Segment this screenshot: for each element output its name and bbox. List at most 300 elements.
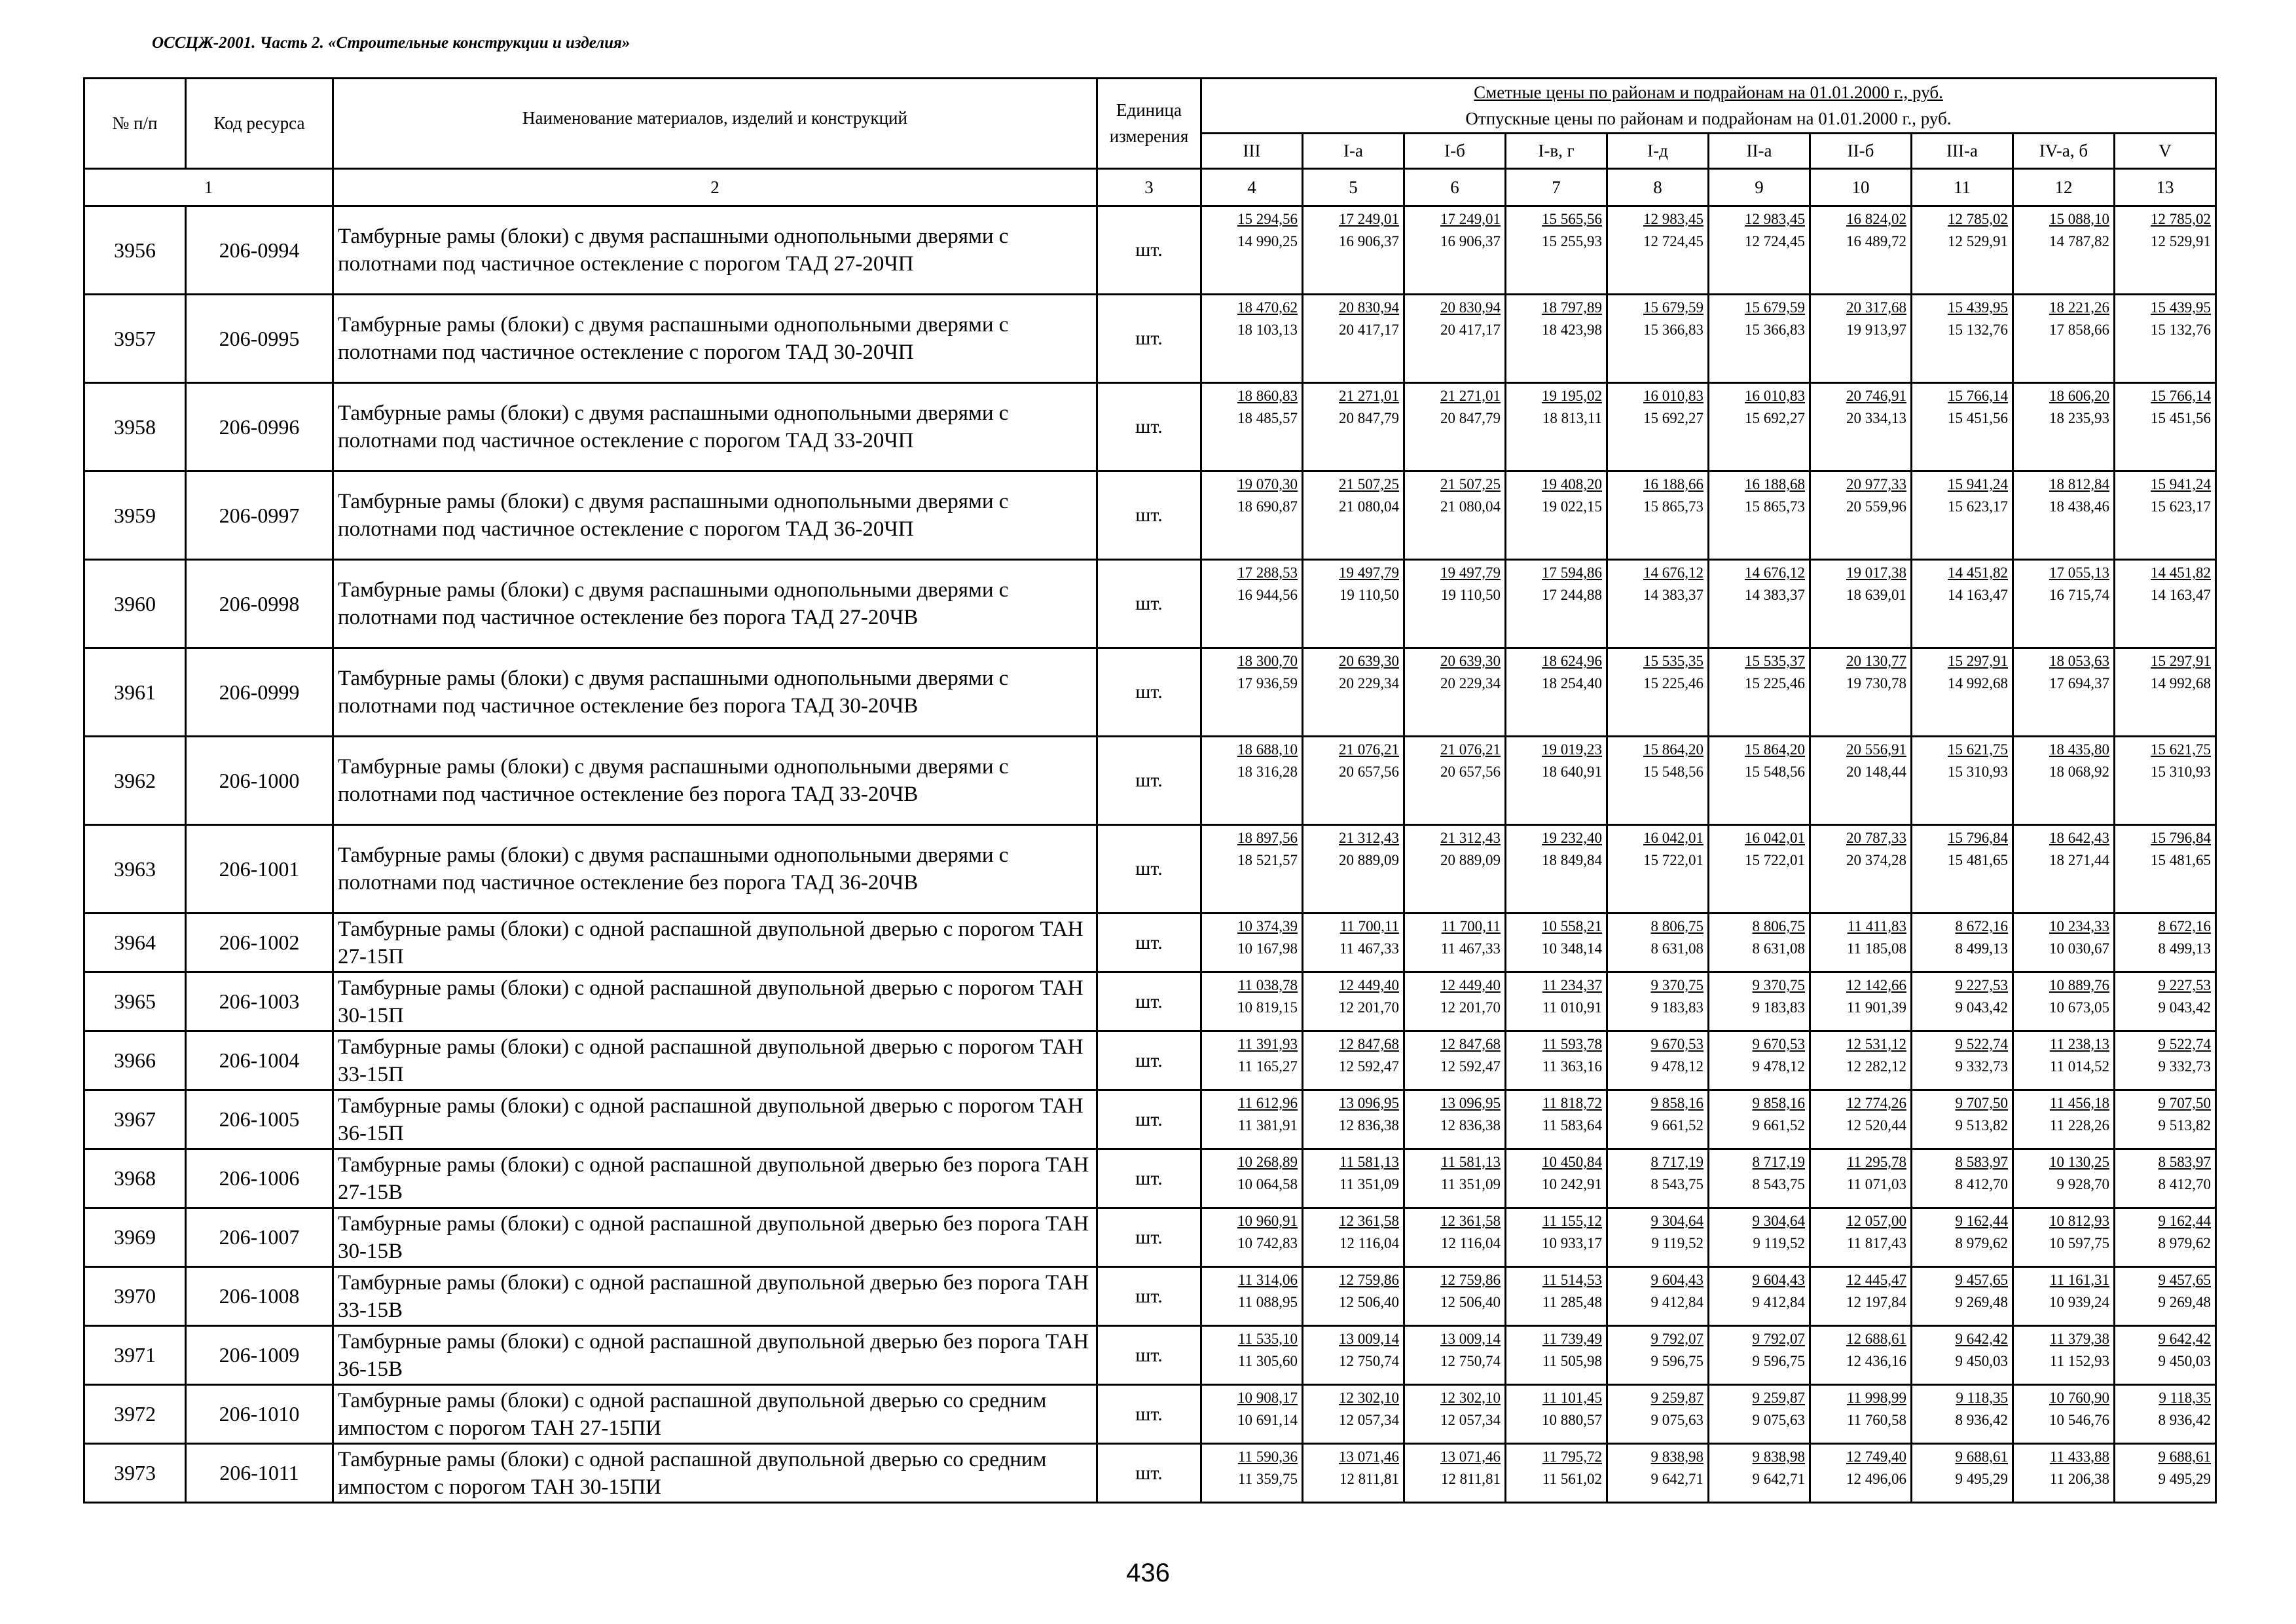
material-name: Тамбурные рамы (блоки) с одной распашной двупольной дверью с порогом ТАН 33-15П bbox=[333, 1031, 1097, 1090]
price-cell bbox=[1912, 1385, 2013, 1444]
sale-price: 15 548,56 bbox=[1643, 764, 1704, 780]
row-number: 3957 bbox=[84, 295, 186, 383]
column-number: 8 bbox=[1607, 169, 1709, 206]
estimate-price: 11 433,88 bbox=[2049, 1449, 2109, 1465]
price-cell bbox=[1912, 1267, 2013, 1326]
estimate-price: 10 374,39 bbox=[1237, 918, 1298, 934]
sale-price: 19 022,15 bbox=[1542, 498, 1602, 515]
sale-price: 11 561,02 bbox=[1542, 1471, 1602, 1487]
sale-price: 11 351,09 bbox=[1440, 1176, 1501, 1192]
estimate-price: 9 707,50 bbox=[2158, 1095, 2211, 1111]
estimate-price: 19 497,79 bbox=[1440, 564, 1501, 581]
estimate-price: 9 707,50 bbox=[1955, 1095, 2008, 1111]
price-cell bbox=[1607, 471, 1709, 560]
price-cell bbox=[1506, 206, 1607, 295]
price-cell bbox=[1201, 1031, 1303, 1090]
estimate-price: 9 642,42 bbox=[1955, 1331, 2008, 1347]
estimate-price: 15 679,59 bbox=[1643, 299, 1704, 316]
unit: шт. bbox=[1097, 560, 1201, 648]
header-region: I-б bbox=[1404, 134, 1506, 169]
price-cell bbox=[1810, 295, 1912, 383]
estimate-price: 18 053,63 bbox=[2049, 653, 2109, 669]
sale-price: 14 992,68 bbox=[2151, 675, 2211, 692]
price-cell bbox=[2013, 1326, 2115, 1385]
price-cell bbox=[1810, 383, 1912, 471]
price-cell bbox=[2115, 1267, 2216, 1326]
price-cell bbox=[1404, 471, 1506, 560]
price-cell bbox=[1912, 737, 2013, 825]
sale-price: 12 750,74 bbox=[1440, 1353, 1501, 1369]
resource-code: 206-1004 bbox=[186, 1031, 333, 1090]
price-cell bbox=[1303, 913, 1404, 972]
header-material-name: Наименование материалов, изделий и конструкций bbox=[333, 79, 1097, 169]
sale-price: 10 673,05 bbox=[2049, 999, 2109, 1016]
estimate-price: 15 297,91 bbox=[2151, 653, 2211, 669]
price-cell bbox=[1709, 383, 1810, 471]
price-cell bbox=[1709, 1149, 1810, 1208]
unit: шт. bbox=[1097, 206, 1201, 295]
price-cell bbox=[2013, 471, 2115, 560]
sale-price: 18 640,91 bbox=[1542, 764, 1602, 780]
sale-price: 18 316,28 bbox=[1237, 764, 1298, 780]
row-number: 3956 bbox=[84, 206, 186, 295]
estimate-price: 13 096,95 bbox=[1339, 1095, 1399, 1111]
price-cell bbox=[1201, 560, 1303, 648]
estimate-price: 17 594,86 bbox=[1542, 564, 1602, 581]
price-cell bbox=[1404, 1385, 1506, 1444]
price-cell bbox=[1201, 972, 1303, 1031]
estimate-price: 17 249,01 bbox=[1440, 211, 1501, 227]
estimate-price: 18 300,70 bbox=[1237, 653, 1298, 669]
sale-price: 9 183,83 bbox=[1650, 999, 1704, 1016]
sale-price: 15 481,65 bbox=[1948, 852, 2008, 868]
estimate-price: 11 581,13 bbox=[1339, 1154, 1399, 1170]
estimate-price: 20 746,91 bbox=[1846, 388, 1906, 404]
estimate-price: 11 379,38 bbox=[2049, 1331, 2109, 1347]
price-cell bbox=[1607, 648, 1709, 737]
price-cell bbox=[1607, 560, 1709, 648]
estimate-price: 9 858,16 bbox=[1650, 1095, 1704, 1111]
estimate-price: 9 227,53 bbox=[2158, 977, 2211, 993]
price-cell bbox=[1201, 1208, 1303, 1267]
resource-code: 206-1002 bbox=[186, 913, 333, 972]
price-cell bbox=[2115, 1031, 2216, 1090]
estimate-price: 18 688,10 bbox=[1237, 741, 1298, 758]
price-cell bbox=[1201, 1385, 1303, 1444]
estimate-price: 9 792,07 bbox=[1752, 1331, 1805, 1347]
estimate-price: 12 847,68 bbox=[1440, 1036, 1501, 1052]
sale-price: 9 642,71 bbox=[1650, 1471, 1704, 1487]
sale-price: 15 692,27 bbox=[1643, 410, 1704, 426]
estimate-price: 15 796,84 bbox=[1948, 830, 2008, 846]
header-np: № п/п bbox=[84, 79, 186, 169]
sale-price: 11 152,93 bbox=[2049, 1353, 2109, 1369]
estimate-price: 9 227,53 bbox=[1955, 977, 2008, 993]
price-cell bbox=[1506, 648, 1607, 737]
sale-price: 12 592,47 bbox=[1440, 1058, 1501, 1075]
table-row bbox=[84, 1031, 2216, 1090]
estimate-price: 10 960,91 bbox=[1237, 1213, 1298, 1229]
material-name: Тамбурные рамы (блоки) с двумя распашными однопольными дверями с полотнами под частичное остекление с порогом ТАД 30-20ЧП bbox=[333, 295, 1097, 383]
estimate-price: 16 042,01 bbox=[1643, 830, 1704, 846]
column-number: 12 bbox=[2013, 169, 2115, 206]
sale-price: 15 451,56 bbox=[1948, 410, 2008, 426]
price-cell bbox=[1201, 825, 1303, 913]
price-cell bbox=[1404, 560, 1506, 648]
price-cell bbox=[1709, 972, 1810, 1031]
estimate-price: 10 908,17 bbox=[1237, 1390, 1298, 1406]
estimate-price: 9 858,16 bbox=[1752, 1095, 1805, 1111]
price-cell bbox=[1303, 648, 1404, 737]
price-cell bbox=[2013, 1149, 2115, 1208]
price-cell bbox=[1201, 648, 1303, 737]
estimate-price: 11 038,78 bbox=[1237, 977, 1298, 993]
sale-price: 16 906,37 bbox=[1440, 233, 1501, 249]
estimate-price: 18 860,83 bbox=[1237, 388, 1298, 404]
sale-price: 17 694,37 bbox=[2049, 675, 2109, 692]
unit: шт. bbox=[1097, 383, 1201, 471]
estimate-price: 11 739,49 bbox=[1542, 1331, 1602, 1347]
sale-price: 16 715,74 bbox=[2049, 587, 2109, 603]
table-row bbox=[84, 471, 2216, 560]
price-cell bbox=[1201, 1267, 1303, 1326]
price-cell bbox=[1303, 1149, 1404, 1208]
estimate-price: 11 234,37 bbox=[1542, 977, 1602, 993]
sale-price: 12 496,06 bbox=[1846, 1471, 1906, 1487]
price-cell bbox=[1912, 383, 2013, 471]
estimate-price: 16 010,83 bbox=[1745, 388, 1805, 404]
estimate-price: 11 456,18 bbox=[2049, 1095, 2109, 1111]
sale-price: 8 936,42 bbox=[1955, 1412, 2008, 1428]
price-cell bbox=[2013, 560, 2115, 648]
price-cell bbox=[1404, 972, 1506, 1031]
estimate-price: 12 774,26 bbox=[1846, 1095, 1906, 1111]
price-cell bbox=[2013, 972, 2115, 1031]
estimate-price: 20 830,94 bbox=[1339, 299, 1399, 316]
material-name: Тамбурные рамы (блоки) с одной распашной двупольной дверью со средним импостом с порогом ТАН 30-15ПИ bbox=[333, 1444, 1097, 1503]
price-cell bbox=[2013, 825, 2115, 913]
sale-price: 11 467,33 bbox=[1440, 940, 1501, 957]
table-row bbox=[84, 206, 2216, 295]
sale-price: 9 450,03 bbox=[2158, 1353, 2211, 1369]
estimate-price: 11 612,96 bbox=[1237, 1095, 1298, 1111]
estimate-price: 11 590,36 bbox=[1237, 1449, 1298, 1465]
sale-price: 15 225,46 bbox=[1745, 675, 1805, 692]
price-cell bbox=[2013, 1444, 2115, 1503]
price-cell bbox=[1404, 737, 1506, 825]
sale-price: 17 858,66 bbox=[2049, 322, 2109, 338]
price-cell bbox=[1404, 1208, 1506, 1267]
price-cell bbox=[1709, 913, 1810, 972]
estimate-price: 15 864,20 bbox=[1745, 741, 1805, 758]
estimate-price: 9 688,61 bbox=[1955, 1449, 2008, 1465]
price-cell bbox=[1810, 560, 1912, 648]
estimate-price: 19 070,30 bbox=[1237, 476, 1298, 492]
sale-price: 9 412,84 bbox=[1650, 1294, 1704, 1310]
column-number: 4 bbox=[1201, 169, 1303, 206]
estimate-price: 16 010,83 bbox=[1643, 388, 1704, 404]
header-region: II-а bbox=[1709, 134, 1810, 169]
header-region: I-д bbox=[1607, 134, 1709, 169]
sale-price: 8 543,75 bbox=[1752, 1176, 1805, 1192]
estimate-price: 10 268,89 bbox=[1237, 1154, 1298, 1170]
price-cell bbox=[1810, 972, 1912, 1031]
price-cell bbox=[1506, 1031, 1607, 1090]
estimate-price: 18 470,62 bbox=[1237, 299, 1298, 316]
sale-price: 20 334,13 bbox=[1846, 410, 1906, 426]
estimate-price: 15 621,75 bbox=[1948, 741, 2008, 758]
sale-price: 9 513,82 bbox=[2158, 1117, 2211, 1134]
estimate-price: 19 017,38 bbox=[1846, 564, 1906, 581]
estimate-price: 9 118,35 bbox=[1956, 1390, 2008, 1406]
material-name: Тамбурные рамы (блоки) с двумя распашными однопольными дверями с полотнами под частичное остекление без порога ТАД 27-20ЧВ bbox=[333, 560, 1097, 648]
price-cell bbox=[2115, 1090, 2216, 1149]
estimate-price: 12 785,02 bbox=[2151, 211, 2211, 227]
estimate-price: 12 983,45 bbox=[1643, 211, 1704, 227]
sale-price: 18 639,01 bbox=[1846, 587, 1906, 603]
resource-code: 206-1006 bbox=[186, 1149, 333, 1208]
price-cell bbox=[1404, 1444, 1506, 1503]
sale-price: 10 819,15 bbox=[1237, 999, 1298, 1016]
sale-price: 11 817,43 bbox=[1846, 1235, 1906, 1251]
estimate-price: 10 812,93 bbox=[2049, 1213, 2109, 1229]
sale-price: 9 269,48 bbox=[1955, 1294, 2008, 1310]
estimate-price: 13 096,95 bbox=[1440, 1095, 1501, 1111]
sale-price: 8 412,70 bbox=[2158, 1176, 2211, 1192]
estimate-price: 21 076,21 bbox=[1339, 741, 1399, 758]
row-number: 3970 bbox=[84, 1267, 186, 1326]
estimate-price: 9 118,35 bbox=[2159, 1390, 2211, 1406]
price-cell bbox=[1912, 1326, 2013, 1385]
price-cell bbox=[1201, 471, 1303, 560]
estimate-price: 18 221,26 bbox=[2049, 299, 2109, 316]
column-number: 5 bbox=[1303, 169, 1404, 206]
header-unit: Единица измерения bbox=[1097, 79, 1201, 169]
estimate-price: 18 812,84 bbox=[2049, 476, 2109, 492]
price-cell bbox=[1607, 295, 1709, 383]
row-number: 3966 bbox=[84, 1031, 186, 1090]
price-cell bbox=[1303, 1090, 1404, 1149]
sale-price: 10 742,83 bbox=[1237, 1235, 1298, 1251]
column-number: 10 bbox=[1810, 169, 1912, 206]
estimate-price: 12 759,86 bbox=[1339, 1272, 1399, 1288]
estimate-price: 15 535,37 bbox=[1745, 653, 1805, 669]
sale-price: 10 939,24 bbox=[2049, 1294, 2109, 1310]
table-row bbox=[84, 1444, 2216, 1503]
column-number: 7 bbox=[1506, 169, 1607, 206]
sale-price: 12 724,45 bbox=[1745, 233, 1805, 249]
estimate-price: 20 639,30 bbox=[1440, 653, 1501, 669]
sale-price: 18 254,40 bbox=[1542, 675, 1602, 692]
material-name: Тамбурные рамы (блоки) с двумя распашными однопольными дверями с полотнами под частичное остекление без порога ТАД 33-20ЧВ bbox=[333, 737, 1097, 825]
sale-price: 9 661,52 bbox=[1650, 1117, 1704, 1134]
price-cell bbox=[2115, 1385, 2216, 1444]
sale-price: 9 043,42 bbox=[1955, 999, 2008, 1016]
sale-price: 9 495,29 bbox=[1955, 1471, 2008, 1487]
price-cell bbox=[2013, 913, 2115, 972]
estimate-price: 15 297,91 bbox=[1948, 653, 2008, 669]
sale-price: 14 163,47 bbox=[2151, 587, 2211, 603]
column-number: 2 bbox=[333, 169, 1097, 206]
price-cell bbox=[2013, 383, 2115, 471]
sale-price: 16 489,72 bbox=[1846, 233, 1906, 249]
sale-price: 16 906,37 bbox=[1339, 233, 1399, 249]
row-number: 3969 bbox=[84, 1208, 186, 1267]
estimate-price: 12 847,68 bbox=[1339, 1036, 1399, 1052]
estimate-price: 18 797,89 bbox=[1542, 299, 1602, 316]
sale-price: 17 244,88 bbox=[1542, 587, 1602, 603]
estimate-price: 17 288,53 bbox=[1237, 564, 1298, 581]
price-cell bbox=[1810, 913, 1912, 972]
price-cell bbox=[2115, 1326, 2216, 1385]
price-cell bbox=[1607, 1149, 1709, 1208]
sale-price: 15 132,76 bbox=[1948, 322, 2008, 338]
resource-code: 206-1011 bbox=[186, 1444, 333, 1503]
unit: шт. bbox=[1097, 972, 1201, 1031]
sale-price: 9 183,83 bbox=[1752, 999, 1805, 1016]
header-prices-estimate: Сметные цены по районам и подрайонам на 01.01.2000 г., руб. bbox=[1474, 83, 1943, 103]
sale-price: 8 412,70 bbox=[1955, 1176, 2008, 1192]
price-cell bbox=[1607, 1267, 1709, 1326]
sale-price: 15 722,01 bbox=[1643, 852, 1704, 868]
estimate-price: 9 670,53 bbox=[1752, 1036, 1805, 1052]
estimate-price: 11 295,78 bbox=[1846, 1154, 1906, 1170]
estimate-price: 9 370,75 bbox=[1650, 977, 1704, 993]
header-prices bbox=[1201, 79, 2216, 134]
sale-price: 20 374,28 bbox=[1846, 852, 1906, 868]
material-name: Тамбурные рамы (блоки) с одной распашной двупольной дверью с порогом ТАН 36-15П bbox=[333, 1090, 1097, 1149]
estimate-price: 11 700,11 bbox=[1441, 918, 1501, 934]
sale-price: 11 305,60 bbox=[1237, 1353, 1298, 1369]
estimate-price: 21 507,25 bbox=[1339, 476, 1399, 492]
price-cell bbox=[1201, 913, 1303, 972]
material-name: Тамбурные рамы (блоки) с двумя распашными однопольными дверями с полотнами под частичное остекление с порогом ТАД 33-20ЧП bbox=[333, 383, 1097, 471]
material-name: Тамбурные рамы (блоки) с одной распашной двупольной дверью без порога ТАН 30-15В bbox=[333, 1208, 1097, 1267]
estimate-price: 15 679,59 bbox=[1745, 299, 1805, 316]
price-cell bbox=[1709, 648, 1810, 737]
estimate-price: 11 155,12 bbox=[1542, 1213, 1602, 1229]
sale-price: 17 936,59 bbox=[1237, 675, 1298, 692]
unit: шт. bbox=[1097, 737, 1201, 825]
sale-price: 15 865,73 bbox=[1643, 498, 1704, 515]
price-cell bbox=[1810, 206, 1912, 295]
price-cell bbox=[1303, 471, 1404, 560]
price-cell bbox=[2115, 825, 2216, 913]
estimate-price: 12 983,45 bbox=[1745, 211, 1805, 227]
price-cell bbox=[1201, 383, 1303, 471]
table-row bbox=[84, 1149, 2216, 1208]
estimate-price: 15 621,75 bbox=[2151, 741, 2211, 758]
estimate-price: 10 889,76 bbox=[2049, 977, 2109, 993]
estimate-price: 12 302,10 bbox=[1339, 1390, 1399, 1406]
price-cell bbox=[1506, 295, 1607, 383]
row-number: 3972 bbox=[84, 1385, 186, 1444]
sale-price: 10 064,58 bbox=[1237, 1176, 1298, 1192]
sale-price: 15 255,93 bbox=[1542, 233, 1602, 249]
page-number: 436 bbox=[1126, 1559, 1170, 1587]
sale-price: 19 730,78 bbox=[1846, 675, 1906, 692]
estimate-price: 19 408,20 bbox=[1542, 476, 1602, 492]
estimate-price: 15 439,95 bbox=[1948, 299, 2008, 316]
estimate-price: 21 312,43 bbox=[1339, 830, 1399, 846]
sale-price: 10 167,98 bbox=[1237, 940, 1298, 957]
estimate-price: 18 606,20 bbox=[2049, 388, 2109, 404]
sale-price: 10 348,14 bbox=[1542, 940, 1602, 957]
estimate-price: 15 864,20 bbox=[1643, 741, 1704, 758]
price-cell bbox=[1607, 737, 1709, 825]
sale-price: 12 724,45 bbox=[1643, 233, 1704, 249]
row-number: 3959 bbox=[84, 471, 186, 560]
header-region: IV-а, б bbox=[2013, 134, 2115, 169]
row-number: 3971 bbox=[84, 1326, 186, 1385]
sale-price: 9 928,70 bbox=[2056, 1176, 2109, 1192]
price-cell bbox=[1810, 1326, 1912, 1385]
sale-price: 8 979,62 bbox=[1955, 1235, 2008, 1251]
price-cell bbox=[2013, 648, 2115, 737]
sale-price: 12 811,81 bbox=[1339, 1471, 1399, 1487]
sale-price: 9 119,52 bbox=[1651, 1235, 1704, 1251]
sale-price: 20 847,79 bbox=[1440, 410, 1501, 426]
estimate-price: 17 055,13 bbox=[2049, 564, 2109, 581]
unit: шт. bbox=[1097, 825, 1201, 913]
price-cell bbox=[1506, 1444, 1607, 1503]
estimate-price: 15 565,56 bbox=[1542, 211, 1602, 227]
price-cell bbox=[1912, 1031, 2013, 1090]
unit: шт. bbox=[1097, 1031, 1201, 1090]
sale-price: 11 363,16 bbox=[1542, 1058, 1602, 1075]
sale-price: 20 229,34 bbox=[1440, 675, 1501, 692]
running-header: ОССЦЖ-2001. Часть 2. «Строительные конструкции и изделия» bbox=[152, 34, 630, 52]
estimate-price: 11 581,13 bbox=[1440, 1154, 1501, 1170]
sale-price: 12 836,38 bbox=[1339, 1117, 1399, 1134]
estimate-price: 8 806,75 bbox=[1650, 918, 1704, 934]
sale-price: 20 148,44 bbox=[1846, 764, 1906, 780]
price-cell bbox=[1810, 1267, 1912, 1326]
sale-price: 9 513,82 bbox=[1955, 1117, 2008, 1134]
sale-price: 20 417,17 bbox=[1440, 322, 1501, 338]
sale-price: 9 661,52 bbox=[1752, 1117, 1805, 1134]
sale-price: 8 979,62 bbox=[2158, 1235, 2211, 1251]
price-cell bbox=[2013, 1385, 2115, 1444]
estimate-price: 10 130,25 bbox=[2049, 1154, 2109, 1170]
estimate-price: 20 130,77 bbox=[1846, 653, 1906, 669]
table-row bbox=[84, 1208, 2216, 1267]
price-cell bbox=[2013, 1031, 2115, 1090]
estimate-price: 11 391,93 bbox=[1237, 1036, 1298, 1052]
estimate-price: 19 019,23 bbox=[1542, 741, 1602, 758]
sale-price: 15 623,17 bbox=[1948, 498, 2008, 515]
unit: шт. bbox=[1097, 1444, 1201, 1503]
price-cell bbox=[1201, 1326, 1303, 1385]
sale-price: 12 506,40 bbox=[1440, 1294, 1501, 1310]
sale-price: 8 631,08 bbox=[1650, 940, 1704, 957]
header-region: III-а bbox=[1912, 134, 2013, 169]
estimate-price: 20 830,94 bbox=[1440, 299, 1501, 316]
price-cell bbox=[1607, 1326, 1709, 1385]
estimate-price: 9 370,75 bbox=[1752, 977, 1805, 993]
price-cell bbox=[1506, 1385, 1607, 1444]
sale-price: 11 381,91 bbox=[1237, 1117, 1298, 1134]
price-cell bbox=[1506, 1326, 1607, 1385]
estimate-price: 9 259,87 bbox=[1752, 1390, 1805, 1406]
sale-price: 12 057,34 bbox=[1339, 1412, 1399, 1428]
row-number: 3961 bbox=[84, 648, 186, 737]
price-cell bbox=[2115, 737, 2216, 825]
estimate-price: 8 806,75 bbox=[1752, 918, 1805, 934]
estimate-price: 16 188,68 bbox=[1745, 476, 1805, 492]
sale-price: 11 206,38 bbox=[2049, 1471, 2109, 1487]
unit: шт. bbox=[1097, 295, 1201, 383]
